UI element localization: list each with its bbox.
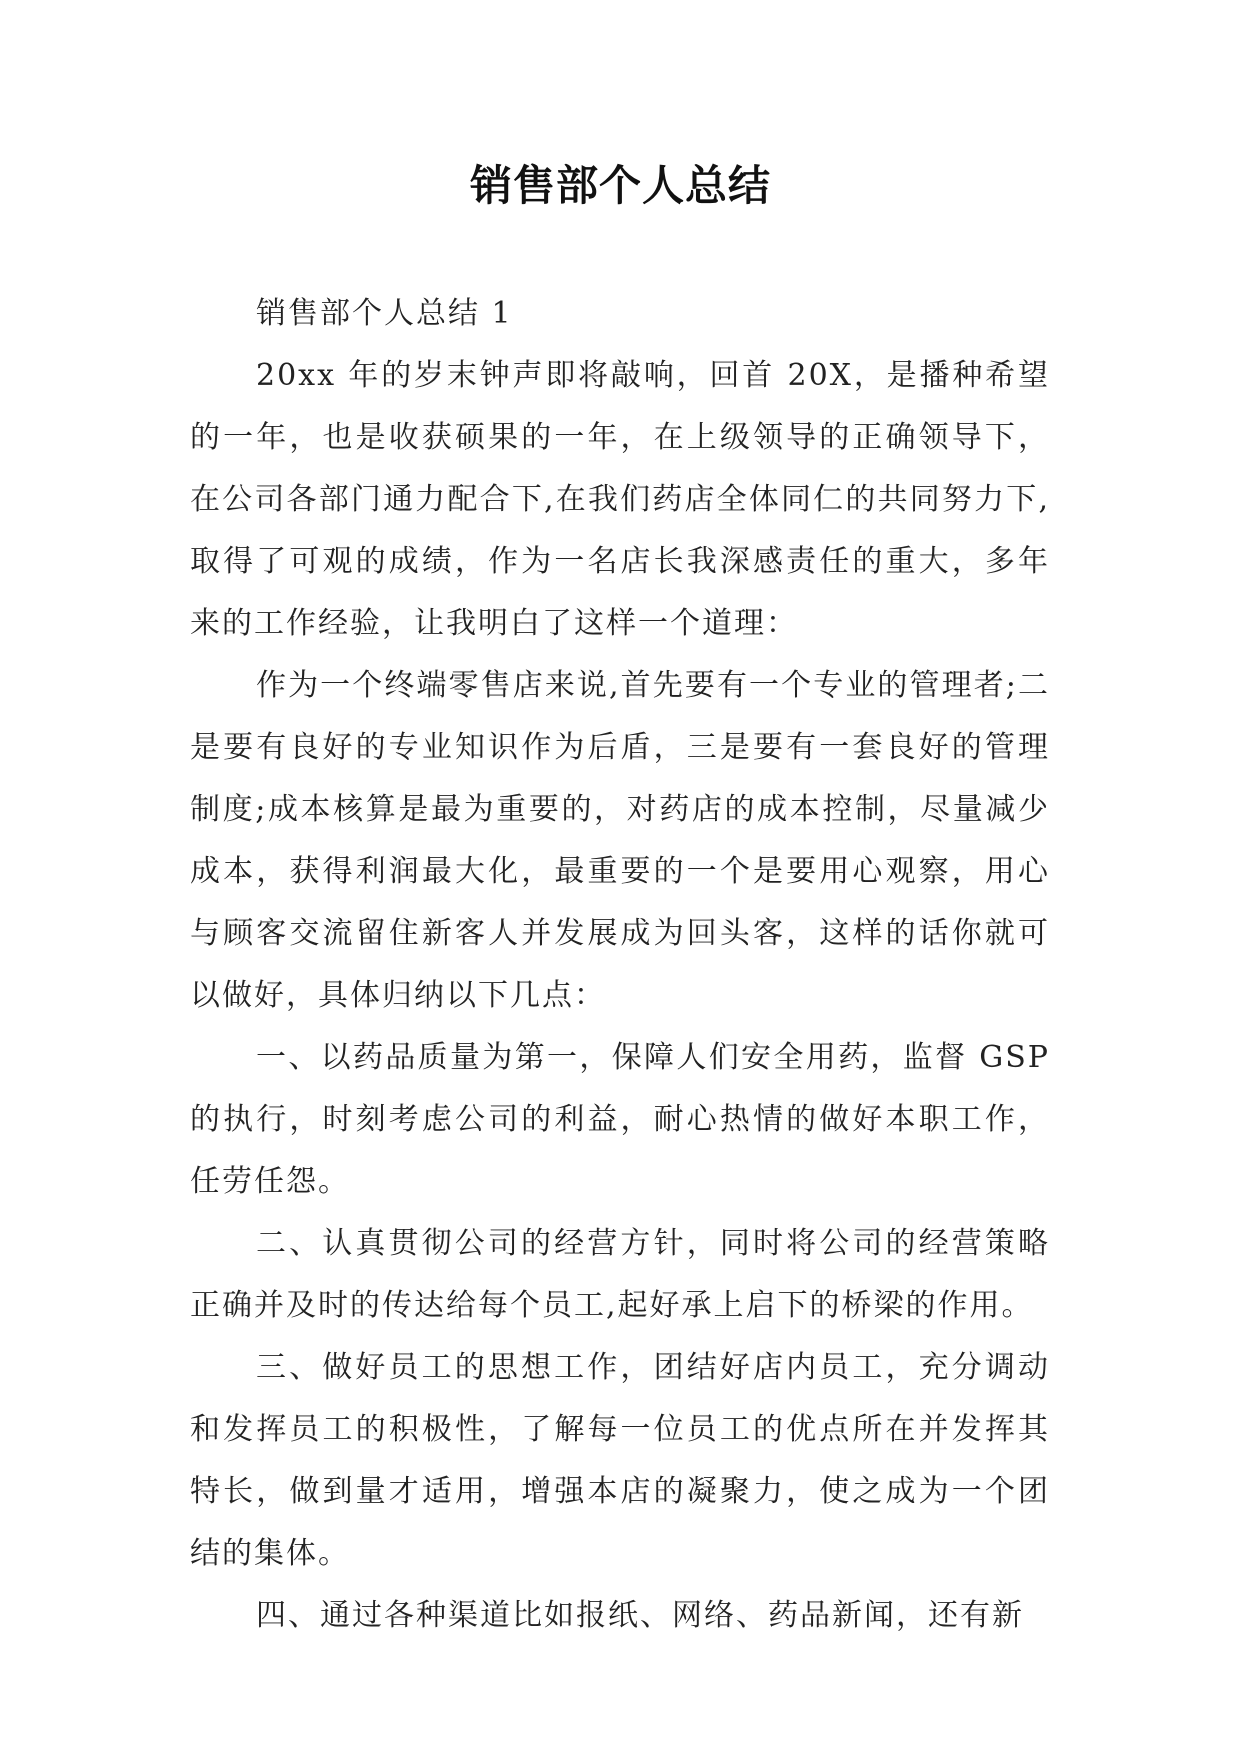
document-title: 销售部个人总结 [469, 161, 771, 210]
paragraph: 三、做好员工的思想工作，团结好店内员工，充分调动和发挥员工的积极性，了解每一位员工的优点所在并发挥其特长，做到量才适用，增强本店的凝聚力，使之成为一个团结的集体。 [190, 1350, 1050, 1571]
paragraph: 一、以药品质量为第一，保障人们安全用药，监督 GSP 的执行，时刻考虑公司的利益，耐心热情的做好本职工作，任劳任怨。 [190, 1040, 1050, 1199]
paragraph: 20xx 年的岁末钟声即将敲响，回首 20X，是播种希望的一年，也是收获硕果的一年，在上级领导的正确领导下，在公司各部门通力配合下,在我们药店全体同仁的共同努力下,取得了可观的成绩，作为一名店长我深感责任的重大，多年来的工作经验，让我明白了这样一个道理： [190, 358, 1050, 641]
paragraph: 四、通过各种渠道比如报纸、网络、药品新闻，还有新 [256, 1598, 1024, 1633]
paragraph: 二、认真贯彻公司的经营方针，同时将公司的经营策略正确并及时的传达给每个员工,起好承上启下的桥梁的作用。 [190, 1226, 1050, 1323]
document-body [190, 283, 1050, 1647]
section-heading: 销售部个人总结 1 [256, 296, 513, 331]
paragraph: 作为一个终端零售店来说,首先要有一个专业的管理者;二是要有良好的专业知识作为后盾，三是要有一套良好的管理制度;成本核算是最为重要的，对药店的成本控制，尽量减少成本，获得利润最大化，最重要的一个是要用心观察，用心与顾客交流留住新客人并发展成为回头客，这样的话你就可以做好，具体归纳以下几点： [190, 668, 1050, 1013]
